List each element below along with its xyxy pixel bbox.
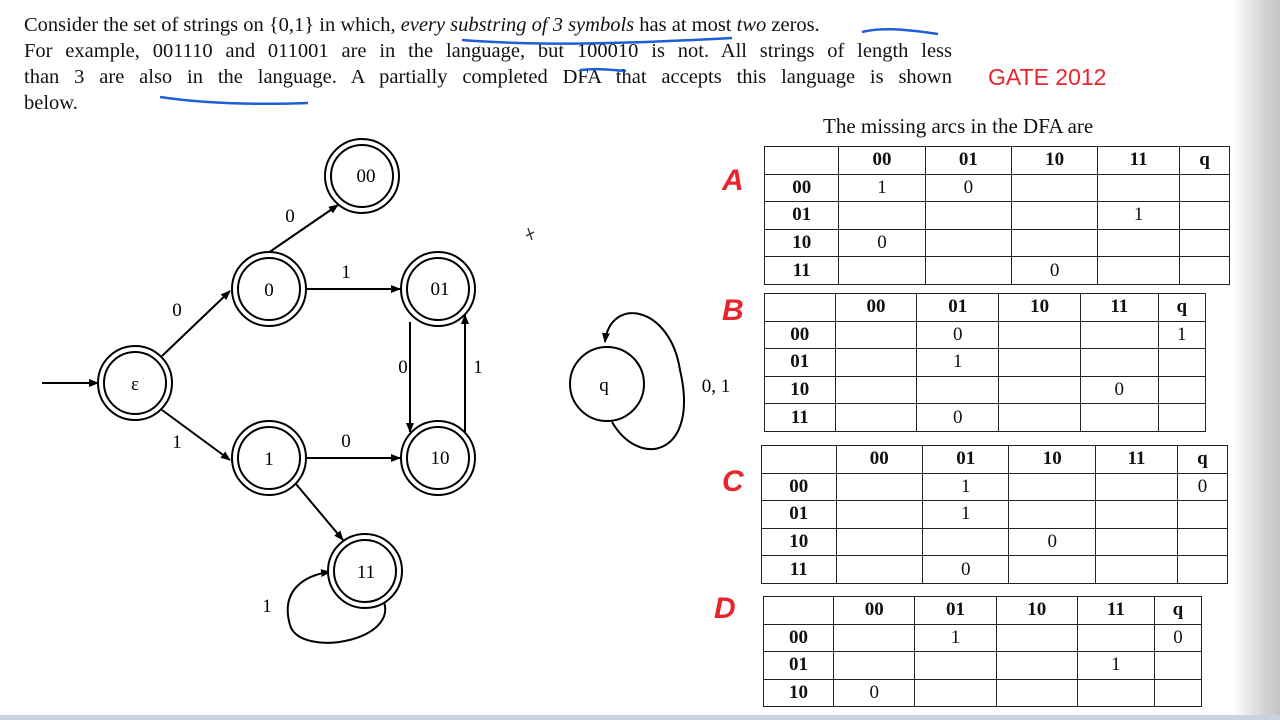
edge-label: 1 xyxy=(262,596,272,617)
table-row xyxy=(765,202,1230,230)
table-cell xyxy=(925,257,1011,285)
table-cell xyxy=(915,652,996,680)
table-cell xyxy=(1098,229,1180,257)
table-cell xyxy=(1095,528,1177,556)
underline-annotation xyxy=(580,69,626,71)
table-row xyxy=(765,376,1206,404)
column-header: 11 xyxy=(1077,597,1154,625)
option-table-d xyxy=(763,596,1202,707)
table-cell xyxy=(834,652,915,680)
table-cell xyxy=(1177,556,1227,584)
table-row xyxy=(764,652,1202,680)
table-cell xyxy=(999,349,1081,377)
table-cell: 1 xyxy=(1098,202,1180,230)
table-header-row xyxy=(765,147,1230,175)
row-header: 11 xyxy=(765,404,836,432)
table-cell xyxy=(923,528,1009,556)
option-table-c xyxy=(761,445,1228,584)
row-header: 00 xyxy=(762,473,837,501)
table-cell xyxy=(996,679,1077,707)
row-header: 00 xyxy=(765,321,836,349)
table-cell: 1 xyxy=(1077,652,1154,680)
table-cell: 1 xyxy=(923,473,1009,501)
table-header-row xyxy=(764,597,1202,625)
table-cell xyxy=(836,501,922,529)
row-header: 00 xyxy=(765,174,839,202)
state-label: 10 xyxy=(430,448,450,469)
table-cell xyxy=(1077,679,1154,707)
table-cell xyxy=(1158,349,1205,377)
table-cell: 0 xyxy=(1081,376,1159,404)
row-header: 01 xyxy=(762,501,837,529)
table-cell: 0 xyxy=(917,404,999,432)
table-cell xyxy=(835,404,917,432)
table-cell: 0 xyxy=(923,556,1009,584)
table-cell xyxy=(1009,473,1095,501)
table-cell xyxy=(1180,257,1230,285)
table-cell xyxy=(835,349,917,377)
table-cell xyxy=(839,202,925,230)
table-cell xyxy=(1180,202,1230,230)
table-row xyxy=(765,229,1230,257)
edge-label: 0, 1 xyxy=(701,376,731,397)
table-cell xyxy=(1011,202,1097,230)
underline-annotation xyxy=(160,97,308,104)
table-cell xyxy=(1158,404,1205,432)
edge-0-00 xyxy=(268,205,338,253)
option-label-d: D xyxy=(714,592,736,625)
table-cell xyxy=(836,528,922,556)
table-cell: 0 xyxy=(917,321,999,349)
table-row xyxy=(765,257,1230,285)
table-cell: 0 xyxy=(1011,257,1097,285)
table-cell xyxy=(1098,174,1180,202)
table-cell: 0 xyxy=(1009,528,1095,556)
table-row xyxy=(764,679,1202,707)
row-header: 10 xyxy=(764,679,834,707)
option-label-a: A xyxy=(722,164,744,197)
table-cell xyxy=(996,652,1077,680)
column-header: 10 xyxy=(1009,446,1095,474)
table-cell xyxy=(836,556,922,584)
state-label: 11 xyxy=(356,562,376,583)
column-header: 01 xyxy=(915,597,996,625)
column-header: 01 xyxy=(925,147,1011,175)
question-line-1: Consider the set of strings on {0,1} in which, every substring of 3 symbols has at most two zeros. xyxy=(24,14,820,36)
corner-cell xyxy=(764,597,834,625)
table-cell: 1 xyxy=(839,174,925,202)
table-row xyxy=(765,349,1206,377)
table-cell xyxy=(1081,349,1159,377)
table-cell xyxy=(1098,257,1180,285)
table-row xyxy=(765,174,1230,202)
edge-label: 0 xyxy=(341,431,351,452)
table-cell xyxy=(1095,556,1177,584)
row-header: 01 xyxy=(765,202,839,230)
table-row xyxy=(762,473,1228,501)
state-label: ε xyxy=(131,374,139,395)
option-table-b xyxy=(764,293,1206,432)
row-header: 11 xyxy=(762,556,837,584)
table-cell xyxy=(999,321,1081,349)
question-line-3: than 3 are also in the language. A partially completed DFA that accepts this language is shown xyxy=(24,66,952,88)
row-header: 10 xyxy=(765,376,836,404)
table-header-row xyxy=(762,446,1228,474)
question-line-4: below. xyxy=(24,92,78,114)
table-cell xyxy=(1011,229,1097,257)
table-cell xyxy=(1009,501,1095,529)
state-label: q xyxy=(599,375,609,396)
corner-cell xyxy=(765,294,836,322)
table-cell xyxy=(1077,624,1154,652)
table-cell xyxy=(1177,501,1227,529)
column-header: 01 xyxy=(923,446,1009,474)
option-table-a xyxy=(764,146,1230,285)
row-header: 00 xyxy=(764,624,834,652)
corner-cell xyxy=(762,446,837,474)
table-cell xyxy=(1095,473,1177,501)
underline-annotation xyxy=(862,29,938,34)
state-label: 01 xyxy=(430,279,450,300)
column-header: q xyxy=(1180,147,1230,175)
row-header: 10 xyxy=(762,528,837,556)
column-header: q xyxy=(1154,597,1201,625)
table-cell xyxy=(1095,501,1177,529)
table-cell xyxy=(1154,652,1201,680)
edge-label: 0 xyxy=(398,357,408,378)
table-cell xyxy=(1081,321,1159,349)
table-cell xyxy=(1009,556,1095,584)
row-header: 01 xyxy=(765,349,836,377)
table-row xyxy=(765,404,1206,432)
table-cell: 1 xyxy=(915,624,996,652)
table-cell xyxy=(1081,404,1159,432)
column-header: 10 xyxy=(996,597,1077,625)
column-header: 00 xyxy=(835,294,917,322)
edge-label: 1 xyxy=(172,432,182,453)
edge-label: 0 xyxy=(172,300,182,321)
column-header: 11 xyxy=(1095,446,1177,474)
table-header-row xyxy=(765,294,1206,322)
table-cell xyxy=(1158,376,1205,404)
column-header: q xyxy=(1158,294,1205,322)
column-header: 10 xyxy=(999,294,1081,322)
table-cell: 0 xyxy=(834,679,915,707)
table-cell: 0 xyxy=(1177,473,1227,501)
tables-title: The missing arcs in the DFA are xyxy=(823,114,1094,138)
row-header: 01 xyxy=(764,652,834,680)
edge-label: 1 xyxy=(341,262,351,283)
table-cell: 0 xyxy=(925,174,1011,202)
option-label-c: C xyxy=(722,465,744,498)
table-cell xyxy=(834,624,915,652)
table-cell: 0 xyxy=(839,229,925,257)
table-cell xyxy=(839,257,925,285)
table-row xyxy=(762,556,1228,584)
edge-label: 1 xyxy=(473,357,483,378)
row-header: 11 xyxy=(765,257,839,285)
question-line-2: For example, 001110 and 011001 are in the language, but 100010 is not. All strings of length less xyxy=(24,40,952,62)
column-header: 10 xyxy=(1011,147,1097,175)
table-cell xyxy=(1180,174,1230,202)
table-cell xyxy=(925,202,1011,230)
corner-cell xyxy=(765,147,839,175)
edge-1-11 xyxy=(296,484,343,540)
table-cell xyxy=(999,404,1081,432)
state-label: 1 xyxy=(264,449,274,470)
state-label: 00 xyxy=(356,166,376,187)
table-cell: 1 xyxy=(923,501,1009,529)
column-header: q xyxy=(1177,446,1227,474)
edge-label: 0 xyxy=(285,206,295,227)
column-header: 00 xyxy=(834,597,915,625)
column-header: 11 xyxy=(1081,294,1159,322)
exam-tag: GATE 2012 xyxy=(988,64,1107,90)
row-header: 10 xyxy=(765,229,839,257)
column-header: 01 xyxy=(917,294,999,322)
underline-annotation xyxy=(462,38,732,44)
table-cell xyxy=(915,679,996,707)
column-header: 00 xyxy=(839,147,925,175)
table-cell xyxy=(917,376,999,404)
state-label: 0 xyxy=(264,280,274,301)
table-cell xyxy=(999,376,1081,404)
table-cell xyxy=(1154,679,1201,707)
column-header: 11 xyxy=(1098,147,1180,175)
table-row xyxy=(764,624,1202,652)
table-cell xyxy=(1011,174,1097,202)
table-row xyxy=(762,501,1228,529)
table-cell: 1 xyxy=(917,349,999,377)
option-label-b: B xyxy=(722,294,744,327)
table-cell xyxy=(1177,528,1227,556)
table-cell xyxy=(925,229,1011,257)
table-cell xyxy=(836,473,922,501)
table-cell: 0 xyxy=(1154,624,1201,652)
table-cell xyxy=(835,321,917,349)
column-header: 00 xyxy=(836,446,922,474)
table-row xyxy=(765,321,1206,349)
table-row xyxy=(762,528,1228,556)
table-cell xyxy=(1180,229,1230,257)
table-cell xyxy=(835,376,917,404)
table-cell: 1 xyxy=(1158,321,1205,349)
pen-cursor-icon xyxy=(526,228,534,240)
table-cell xyxy=(996,624,1077,652)
